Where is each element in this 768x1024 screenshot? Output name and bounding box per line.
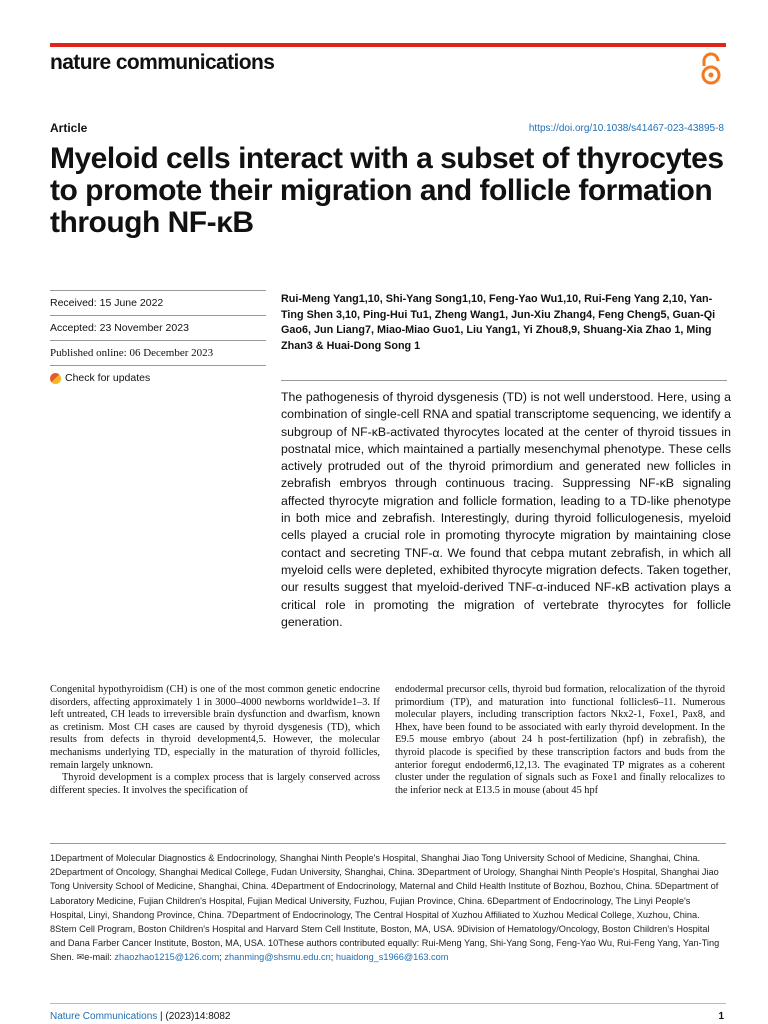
author-list: Rui-Meng Yang1,10, Shi-Yang Song1,10, Feng-Yao Wu1,10, Rui-Feng Yang 2,10, Yan-Ting Shen 3,10, Ping-Hui Tu1, Zheng Wang1, Jun-Xiu Zhang4, Feng Cheng5, Guan-Qi Gao6, Jun Liang7, Miao-Miao Guo1, Liu Yang1, Yi Zhou8,9, Shuang-Xia Zhao 1, Ming Zhan3 & Huai-Dong Song 1 <box>281 293 716 352</box>
affiliations-text: 1Department of Molecular Diagnostics & Endocrinology, Shanghai Ninth People's Hospital, Shanghai Jiao Tong University School of Medicine, Shanghai, China. 2Department of Oncology, Shanghai Medical College, Fudan University, Shanghai, China. 3Department of Urology, Shanghai Ninth People's Hospital, Shanghai Jiao Tong University School of Medicine, Shanghai, China. 4Department of Endocrinology, Maternal and Child Health Institute of Bozhou, Bozhou, China. 5Department of Laboratory Medicine, Fujian Children's Hospital, Fujian Medical University, Fuzhou, Fujian Province, China. 6Department of Endocrinology, The Linyi People's Hospital, Linyi, Shandong Province, China. 7Department of Endocrinology, The Central Hospital of Xuzhou Affiliated to Xuzhou Medical College, Xuzhou, China. 8Stem Cell Program, Boston Children's Hospital and Harvard Stem Cell Institute, Boston, MA, USA. 9Division of Hematology/Oncology, Boston Children's Hospital and Dana Farber Cancer Institute, Boston, MA, USA. 10These authors contributed equally: Rui-Meng Yang, Shi-Yang Song, Feng-Yao Wu, Rui-Feng Yang, Yan-Ting Shen. <box>50 853 720 963</box>
mail-icon: ✉ <box>76 952 85 963</box>
published-date: Published online: 06 December 2023 <box>50 340 266 365</box>
check-updates-label: Check for updates <box>65 372 151 384</box>
open-access-icon <box>698 52 724 86</box>
email-label: e-mail: <box>84 952 112 963</box>
email-link[interactable]: huaidong_s1966@163.com <box>335 952 449 963</box>
received-date: Received: 15 June 2022 <box>50 290 266 315</box>
article-type-label: Article <box>50 121 88 135</box>
footer-rule <box>50 1003 726 1004</box>
check-updates-icon <box>50 373 61 384</box>
article-title: Myeloid cells interact with a subset of thyrocytes to promote their migration and follicle formation through NF-κB <box>50 142 724 239</box>
page-number: 1 <box>718 1011 724 1022</box>
body-column-left <box>50 684 380 797</box>
body-paragraph: endodermal precursor cells, thyroid bud formation, relocalization of the thyroid primordium (TP), and maturation into functional follicles6–11. Numerous molecular players, including transcription factors Nkx2-1, Foxe1, Pax8, and Hhex, have been found to be associated with early thyroid development. In the E9.5 mouse embryo (about 24 h post-fertilization (hpf) in zebrafish), the thyroid placode is specified by these transcription factors and buds from the anterior foregut endoderm6,12,13. The evaginated TP migrates as a coherent cluster under the regulation of signals such as Foxe1 and finally relocalizes to the inferior neck at E13.5 in mouse (about 45 hpf <box>395 684 725 796</box>
affiliations-divider <box>50 843 726 844</box>
footer-citation <box>50 1011 230 1022</box>
doi-link[interactable]: https://doi.org/10.1038/s41467-023-43895-8 <box>528 123 724 134</box>
publication-dates <box>50 290 266 384</box>
body-paragraph: Thyroid development is a complex process that is largely conserved across different species. It involves the specification of <box>50 772 380 796</box>
header-rule <box>50 43 726 47</box>
email-link[interactable]: zhaozhao1215@126.com <box>114 952 220 963</box>
email-link[interactable]: zhanming@shsmu.edu.cn <box>224 952 331 963</box>
abstract: The pathogenesis of thyroid dysgenesis (TD) is not well understood. Here, using a combination of single-cell RNA and spatial transcriptome sequencing, we identify a subgroup of NF-κB-activated thyrocytes located at the center of thyroid tissues in postnatal mice, which maintained a partially mesenchymal phenotype. These cells actively protruded out of the thyroid primordium and generated new follicles in zebrafish embryos through continuous tracing. Suppressing NF-κB signaling affected thyrocyte migration and follicle formation, leading to a TD-like phenotype in both mice and zebrafish. Interestingly, during thyroid folliculogenesis, myeloid cells played a crucial role in promoting thyrocyte migration by maintaining close contact and secreting TNF-α. We found that cebpa mutant zebrafish, in which all myeloid cells were depleted, exhibited thyrocyte migration defects. Taken together, our results suggest that myeloid-derived TNF-α-induced NF-κB activation plays a critical role in promoting the migration of vertebrate thyrocytes for follicle generation. <box>281 390 731 629</box>
footer-volume: | (2023)14:8082 <box>160 1011 231 1022</box>
body-paragraph: Congenital hypothyroidism (CH) is one of the most common genetic endocrine disorders, affecting approximately 1 in 3000–4000 newborns worldwide1–3. If left untreated, CH leads to irreversible brain dysfunction and dwarfism, known as cretinism. Most CH cases are caused by thyroid dysgenesis (TD), which results from defects in thyroid development4,5. However, the molecular mechanisms underlying TD, especially in the maturation of thyroid follicles, remain largely unknown. <box>50 684 380 771</box>
check-for-updates-button[interactable] <box>50 365 266 384</box>
body-column-right <box>395 684 725 797</box>
abstract-divider <box>281 380 727 381</box>
journal-name[interactable]: nature communications <box>50 51 275 74</box>
accepted-date: Accepted: 23 November 2023 <box>50 315 266 340</box>
affiliations: 1Department of Molecular Diagnostics & Endocrinology, Shanghai Ninth People's Hospital, Shanghai Jiao Tong University School of Medicine, Shanghai, China. 2Department of Oncology, Shanghai Medical College, Fudan University, Shanghai, China. 3Department of Urology, Shanghai Ninth People's Hospital, Shanghai Jiao Tong University School of Medicine, Shanghai, China. 4Department of Endocrinology, Maternal and Child Health Institute of Bozhou, Bozhou, China. 5Department of Laboratory Medicine, Fujian Children's Hospital, Fujian Medical University, Fuzhou, Fujian Province, China. 6Department of Endocrinology, The Linyi People's Hospital, Linyi, Shandong Province, China. 7Department of Endocrinology, The Central Hospital of Xuzhou Affiliated to Xuzhou Medical College, Xuzhou, China. 8Stem Cell Program, Boston Children's Hospital and Harvard Stem Cell Institute, Boston, MA, USA. 9Division of Hematology/Oncology, Boston Children's Hospital and Dana Farber Cancer Institute, Boston, MA, USA. 10These authors contributed equally: Rui-Meng Yang, Shi-Yang Song, Feng-Yao Wu, Rui-Feng Yang, Yan-Ting Shen. ✉e-mail: zhaozhao1215@126.com; zhanming@shsmu.edu.cn; huaidong_s1966@163.com <box>50 853 720 963</box>
footer-journal-link[interactable]: Nature Communications <box>50 1011 158 1022</box>
